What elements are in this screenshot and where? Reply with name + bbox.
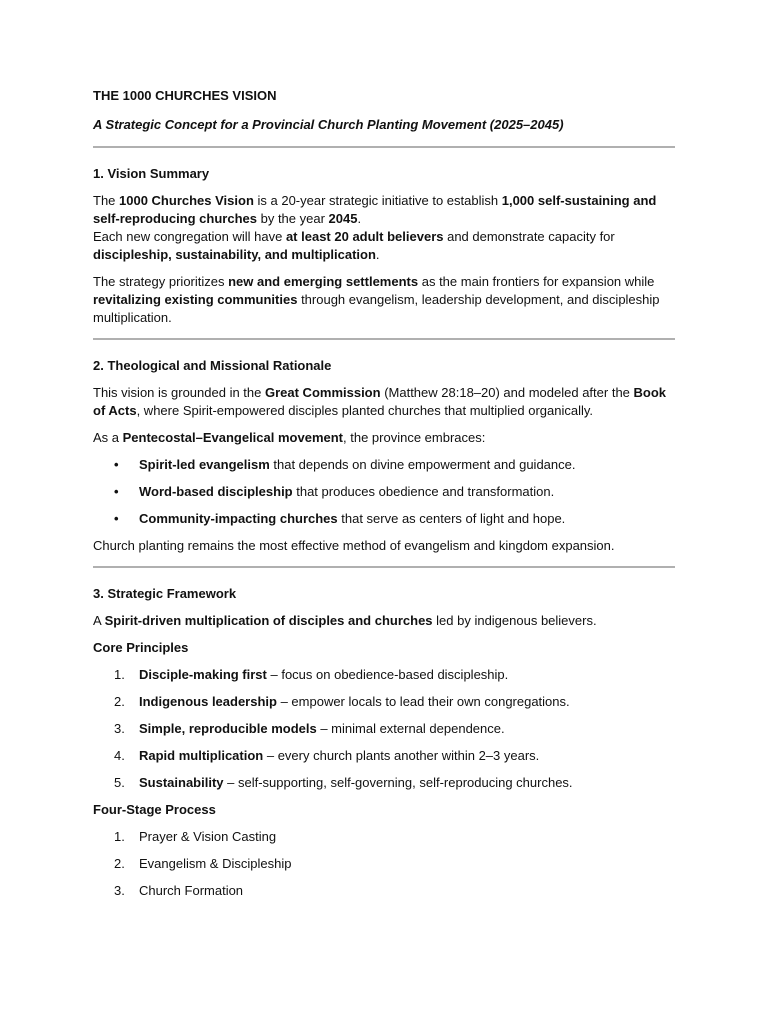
text-run: The strategy prioritizes — [93, 274, 229, 289]
text-run: The — [93, 193, 120, 208]
bold-run: Simple, reproducible models — [139, 721, 317, 736]
text-run: and demonstrate capacity for — [443, 229, 615, 244]
text-run: – every church plants another within 2–3 years. — [263, 748, 540, 763]
list-item — [93, 720, 675, 738]
bullet-icon: • — [114, 484, 119, 499]
bold-run: Community-impacting churches — [139, 511, 338, 526]
text-run: by the year — [256, 211, 329, 226]
bold-run: Great Commission — [264, 385, 381, 400]
bold-run: Indigenous leadership — [139, 694, 277, 709]
vision-summary-paragraph-3 — [93, 273, 675, 327]
bold-run: Book of Acts — [93, 385, 667, 418]
list-item — [93, 693, 675, 711]
text-run: is a 20-year strategic initiative to establish — [253, 193, 502, 208]
rationale-paragraph-1 — [93, 384, 675, 420]
list-number: 4. — [114, 748, 125, 763]
section-heading-framework: 3. Strategic Framework — [93, 586, 237, 601]
framework-paragraph-1 — [93, 612, 675, 630]
bullet-icon: • — [114, 511, 119, 526]
text-run: Church Formation — [139, 883, 244, 898]
text-run: , the province embraces: — [343, 430, 486, 445]
bold-run: 1000 Churches Vision — [119, 193, 254, 208]
text-run: through evangelism, leadership development, and discipleship multiplication. — [93, 292, 660, 325]
list-item — [93, 882, 675, 900]
bold-run: Spirit-driven multiplication of disciples and churches — [104, 613, 433, 628]
text-run: led by indigenous believers. — [432, 613, 597, 628]
text-run: (Matthew 28:18–20) and modeled after the — [380, 385, 634, 400]
document-title: THE 1000 CHURCHES VISION — [93, 88, 277, 103]
text-run: – self-supporting, self-governing, self-reproducing churches. — [223, 775, 573, 790]
document-page — [93, 87, 675, 909]
bold-run: Disciple-making first — [139, 667, 267, 682]
bold-run: 2045 — [328, 211, 358, 226]
vision-summary-paragraph-1 — [93, 192, 675, 228]
bold-run: revitalizing existing communities — [93, 292, 298, 307]
section-heading-rationale: 2. Theological and Missional Rationale — [93, 358, 332, 373]
text-run: . — [357, 211, 362, 226]
text-run: . — [375, 247, 380, 262]
text-run: as the main frontiers for expansion while — [418, 274, 655, 289]
list-number: 3. — [114, 721, 125, 736]
bold-run: Rapid multiplication — [139, 748, 264, 763]
bold-run: Spirit-led evangelism — [139, 457, 270, 472]
text-run: – minimal external dependence. — [316, 721, 505, 736]
list-number: 3. — [114, 883, 125, 898]
section-divider — [93, 338, 675, 340]
text-run: that produces obedience and transformation. — [292, 484, 555, 499]
list-item — [93, 456, 675, 474]
list-number: 1. — [114, 829, 125, 844]
text-run: This vision is grounded in the — [93, 385, 265, 400]
document-subtitle: A Strategic Concept for a Provincial Church Planting Movement (2025–2045) — [93, 117, 564, 132]
list-number: 1. — [114, 667, 125, 682]
bullet-icon: • — [114, 457, 119, 472]
bold-run: 1,000 self-sustaining and self-reproducing churches — [93, 193, 657, 226]
bold-run: Sustainability — [139, 775, 224, 790]
subheading-core-principles: Core Principles — [93, 640, 189, 655]
subheading-four-stage-process: Four-Stage Process — [93, 802, 216, 817]
list-item — [93, 747, 675, 765]
text-run: A — [93, 613, 105, 628]
text-run: Evangelism & Discipleship — [139, 856, 292, 871]
four-stage-process-list — [93, 828, 675, 900]
section-divider — [93, 566, 675, 568]
text-run: Prayer & Vision Casting — [139, 829, 277, 844]
list-item — [93, 510, 675, 528]
bold-run: discipleship, sustainability, and multiplication — [93, 247, 376, 262]
list-item — [93, 855, 675, 873]
list-number: 2. — [114, 694, 125, 709]
list-item — [93, 774, 675, 792]
list-number: 2. — [114, 856, 125, 871]
section-divider — [93, 146, 675, 148]
text-run: As a — [93, 430, 123, 445]
text-run: that depends on divine empowerment and guidance. — [269, 457, 576, 472]
text-run: that serve as centers of light and hope. — [337, 511, 566, 526]
text-run: , where Spirit-empowered disciples planted churches that multiplied organically. — [136, 403, 594, 418]
text-run: Each new congregation will have — [93, 229, 286, 244]
rationale-paragraph-2 — [93, 429, 675, 447]
core-principles-list — [93, 666, 675, 792]
list-item — [93, 828, 675, 846]
list-number: 5. — [114, 775, 125, 790]
text-run: – empower locals to lead their own congregations. — [276, 694, 570, 709]
vision-summary-paragraph-2 — [93, 228, 675, 264]
bold-run: new and emerging settlements — [228, 274, 419, 289]
list-item — [93, 483, 675, 501]
bold-run: Word-based discipleship — [139, 484, 293, 499]
bold-run: Pentecostal–Evangelical movement — [122, 430, 343, 445]
list-item — [93, 666, 675, 684]
bold-run: at least 20 adult believers — [285, 229, 444, 244]
section-heading-vision-summary: 1. Vision Summary — [93, 166, 210, 181]
rationale-bullet-list — [93, 456, 675, 528]
text-run: – focus on obedience-based discipleship. — [266, 667, 509, 682]
rationale-paragraph-3: Church planting remains the most effective method of evangelism and kingdom expansion. — [93, 538, 615, 553]
